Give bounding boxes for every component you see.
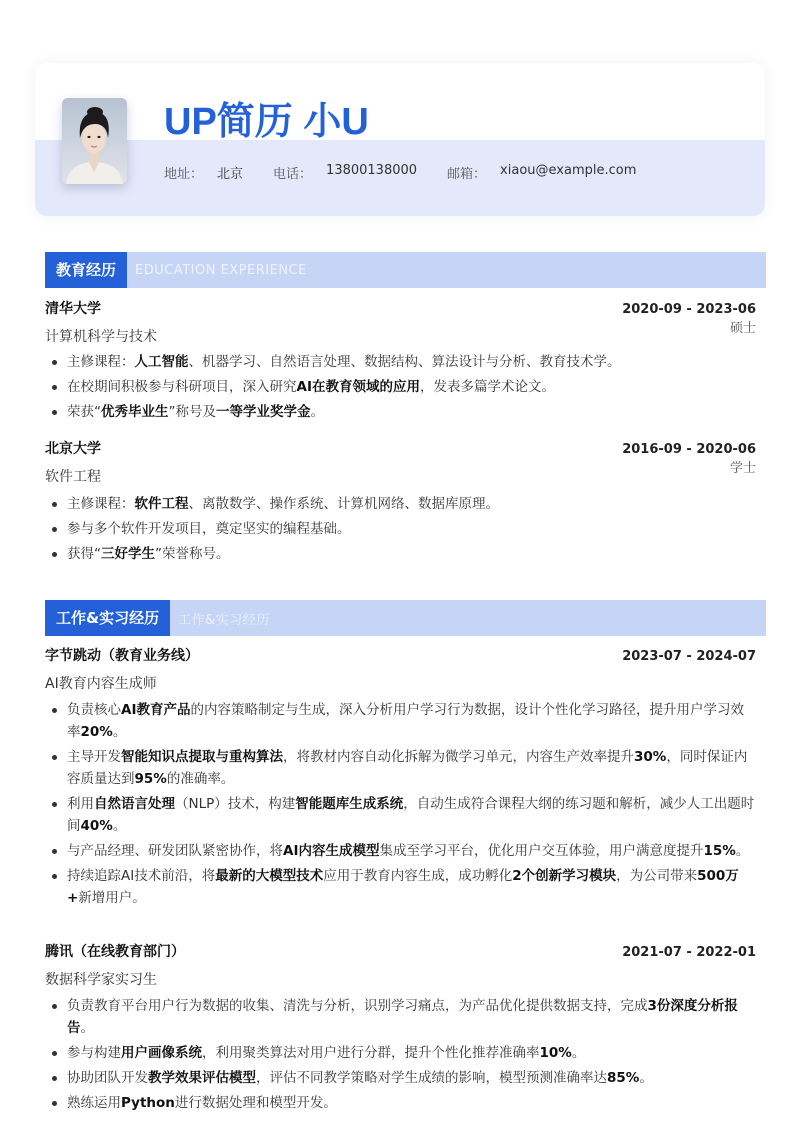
highlight-text: 用户画像系统 bbox=[121, 1045, 202, 1061]
email-label: 邮箱： bbox=[447, 167, 487, 182]
highlight-text: 3份深度分析报告 bbox=[67, 998, 738, 1036]
bullet-item: 荣获“优秀毕业生”称号及一等学业奖学金。 bbox=[45, 401, 757, 423]
company-name: 腾讯（在线教育部门） bbox=[45, 944, 185, 960]
email-value: xiaou@example.com bbox=[500, 163, 637, 178]
highlight-text: 优秀毕业生 bbox=[101, 404, 169, 420]
profile-photo bbox=[62, 98, 127, 184]
bullet-list bbox=[45, 699, 757, 912]
entry-date: 2023-07 - 2024-07 bbox=[622, 649, 756, 664]
phone-label: 电话： bbox=[273, 167, 313, 182]
highlight-text: 智能知识点提取与重构算法 bbox=[121, 749, 283, 765]
role: 数据科学家实习生 bbox=[45, 972, 157, 988]
candidate-name: UP简历 小U bbox=[164, 101, 369, 143]
major: 计算机科学与技术 bbox=[45, 329, 157, 345]
bullet-item: 在校期间积极参与科研项目，深入研究AI在教育领域的应用，发表多篇学术论文。 bbox=[45, 376, 757, 398]
highlight-text: 2个创新学习模块 bbox=[512, 868, 617, 884]
education-subtitle: EDUCATION EXPERIENCE bbox=[135, 262, 307, 278]
address-label: 地址： bbox=[164, 167, 204, 182]
bullet-list bbox=[45, 351, 757, 426]
entry-date: 2016-09 - 2020-06 bbox=[622, 442, 756, 457]
highlight-text: 一等学业奖学金 bbox=[216, 404, 311, 420]
highlight-text: 三好学生 bbox=[101, 546, 155, 562]
bullet-item: 获得“三好学生”荣誉称号。 bbox=[45, 543, 757, 565]
highlight-text: 教学效果评估模型 bbox=[148, 1070, 256, 1086]
work-section-header bbox=[45, 600, 766, 636]
school-name: 清华大学 bbox=[45, 301, 101, 317]
degree: 硕士 bbox=[729, 321, 756, 336]
header-card bbox=[35, 63, 765, 216]
highlight-text: AI教育产品 bbox=[121, 702, 191, 718]
bullet-item: 协助团队开发教学效果评估模型，评估不同教学策略对学生成绩的影响，模型预测准确率达85%。 bbox=[45, 1067, 757, 1089]
bullet-item: 参与构建用户画像系统，利用聚类算法对用户进行分群，提升个性化推荐准确率10%。 bbox=[45, 1042, 757, 1064]
bullet-item: 参与多个软件开发项目，奠定坚实的编程基础。 bbox=[45, 518, 757, 540]
company-name: 字节跳动（教育业务线） bbox=[45, 648, 199, 664]
bullet-item: 与产品经理、研发团队紧密协作，将AI内容生成模型集成至学习平台，优化用户交互体验，用户满意度提升15%。 bbox=[45, 840, 757, 862]
portrait-icon bbox=[62, 98, 127, 184]
education-entry bbox=[45, 438, 756, 486]
highlight-text: 85% bbox=[607, 1070, 640, 1086]
highlight-text: 最新的大模型技术 bbox=[215, 868, 324, 884]
bullet-list bbox=[45, 493, 757, 568]
contact-info bbox=[164, 163, 666, 182]
education-section-header bbox=[45, 252, 766, 288]
highlight-text: 10% bbox=[539, 1045, 572, 1061]
school-name: 北京大学 bbox=[45, 441, 101, 457]
highlight-text: AI内容生成模型 bbox=[283, 843, 380, 859]
bullet-list bbox=[45, 995, 757, 1117]
highlight-text: 500万+ bbox=[67, 868, 739, 906]
entry-date: 2021-07 - 2022-01 bbox=[622, 945, 756, 960]
highlight-text: 15% bbox=[703, 843, 736, 859]
major: 软件工程 bbox=[45, 469, 101, 485]
bullet-item: 利用自然语言处理（NLP）技术，构建智能题库生成系统，自动生成符合课程大纲的练习题和解析，减少人工出题时间40%。 bbox=[45, 793, 757, 837]
highlight-text: 95% bbox=[134, 771, 167, 787]
phone-value: 13800138000 bbox=[326, 163, 418, 178]
work-subtitle: 工作&实习经历 bbox=[178, 612, 270, 628]
highlight-text: 自然语言处理 bbox=[94, 796, 175, 812]
work-entry bbox=[45, 645, 756, 693]
work-entry bbox=[45, 941, 756, 989]
bullet-item: 主修课程：人工智能、机器学习、自然语言处理、数据结构、算法设计与分析、教育技术学。 bbox=[45, 351, 757, 373]
entry-date: 2020-09 - 2023-06 bbox=[622, 302, 756, 317]
work-title: 工作&实习经历 bbox=[45, 600, 170, 636]
highlight-text: Python bbox=[121, 1095, 175, 1111]
role: AI教育内容生成师 bbox=[45, 676, 157, 692]
bullet-item: 负责教育平台用户行为数据的收集、清洗与分析，识别学习痛点，为产品优化提供数据支持，完成3份深度分析报告。 bbox=[45, 995, 757, 1039]
degree: 学士 bbox=[729, 461, 756, 476]
highlight-text: AI在教育领域的应用 bbox=[296, 379, 420, 395]
bullet-item: 主修课程：软件工程、离散数学、操作系统、计算机网络、数据库原理。 bbox=[45, 493, 757, 515]
contact-phone bbox=[273, 163, 417, 182]
education-title: 教育经历 bbox=[45, 252, 127, 288]
contact-email bbox=[447, 163, 636, 182]
bullet-item: 负责核心AI教育产品的内容策略制定与生成，深入分析用户学习行为数据，设计个性化学习路径，提升用户学习效率20%。 bbox=[45, 699, 757, 743]
highlight-text: 20% bbox=[80, 724, 113, 740]
highlight-text: 人工智能 bbox=[134, 354, 189, 370]
education-entry bbox=[45, 298, 756, 346]
address-value: 北京 bbox=[217, 167, 244, 182]
bullet-item: 主导开发智能知识点提取与重构算法，将教材内容自动化拆解为微学习单元，内容生产效率提升30%，同时保证内容质量达到95%的准确率。 bbox=[45, 746, 757, 790]
highlight-text: 软件工程 bbox=[134, 496, 189, 512]
bullet-item: 熟练运用Python进行数据处理和模型开发。 bbox=[45, 1092, 757, 1114]
highlight-text: 智能题库生成系统 bbox=[295, 796, 404, 812]
contact-address bbox=[164, 163, 243, 182]
bullet-item: 持续追踪AI技术前沿，将最新的大模型技术应用于教育内容生成，成功孵化2个创新学习模块，为公司带来500万+新增用户。 bbox=[45, 865, 757, 909]
highlight-text: 30% bbox=[634, 749, 667, 765]
highlight-text: 40% bbox=[80, 818, 113, 834]
